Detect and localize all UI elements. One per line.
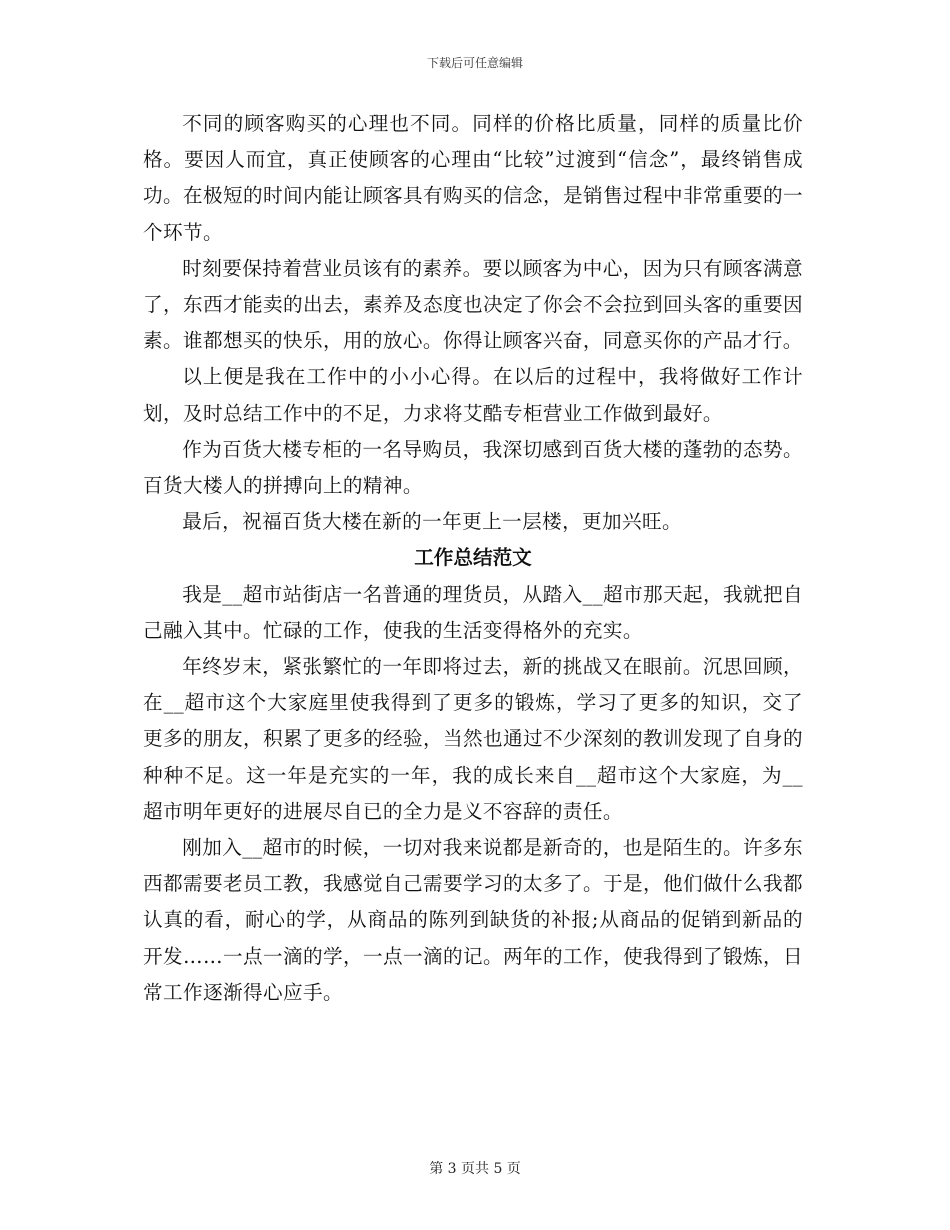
- page-footer: 第 3 页共 5 页: [429, 1161, 521, 1177]
- paragraph: 以上便是我在工作中的小小心得。在以后的过程中，我将做好工作计划，及时总结工作中的不足，力求将艾酷专柜营业工作做到最好。: [143, 365, 803, 425]
- paragraph: 刚加入__超市的时候，一切对我来说都是新奇的，也是陌生的。许多东西都需要老员工教，我感觉自己需要学习的太多了。于是，他们做什么我都认真的看，耐心的学，从商品的陈列到缺货的补报;从商品的促销到新品的开发……一点一滴的学，一点一滴的记。两年的工作，使我得到了锻炼，日常工作逐渐得心应手。: [143, 836, 803, 1004]
- section-title: 工作总结范文: [414, 546, 532, 570]
- paragraph: 我是__超市站街店一名普通的理货员，从踏入__超市那天起，我就把自己融入其中。忙碌的工作，使我的生活变得格外的充实。: [143, 582, 803, 642]
- paragraph: 不同的顾客购买的心理也不同。同样的价格比质量，同样的质量比价格。要因人而宜，真正使顾客的心理由“比较”过渡到“信念”，最终销售成功。在极短的时间内能让顾客具有购买的信念，是销售过程中非常重要的一个环节。: [143, 112, 803, 244]
- paragraph: 年终岁末，紧张繁忙的一年即将过去，新的挑战又在眼前。沉思回顾，在__超市这个大家庭里使我得到了更多的锻炼，学习了更多的知识，交了更多的朋友，积累了更多的经验，当然也通过不少深刻的教训发现了自身的种种不足。这一年是充实的一年，我的成长来自__超市这个大家庭，为__超市明年更好的进展尽自已的全力是义不容辞的责任。: [143, 655, 803, 823]
- paragraph: 作为百货大楼专柜的一名导购员，我深切感到百货大楼的蓬勃的态势。百货大楼人的拼搏向上的精神。: [143, 437, 803, 498]
- paragraph: 最后，祝福百货大楼在新的一年更上一层楼，更加兴旺。: [182, 510, 683, 534]
- paragraph: 时刻要保持着营业员该有的素养。要以顾客为中心，因为只有顾客满意了，东西才能卖的出去，素养及态度也决定了你会不会拉到回头客的重要因素。谁都想买的快乐，用的放心。你得让顾客兴奋，同意买你的产品才行。: [143, 256, 803, 353]
- page-header: 下载后可任意编辑: [426, 56, 523, 70]
- document-body: [143, 106, 803, 1011]
